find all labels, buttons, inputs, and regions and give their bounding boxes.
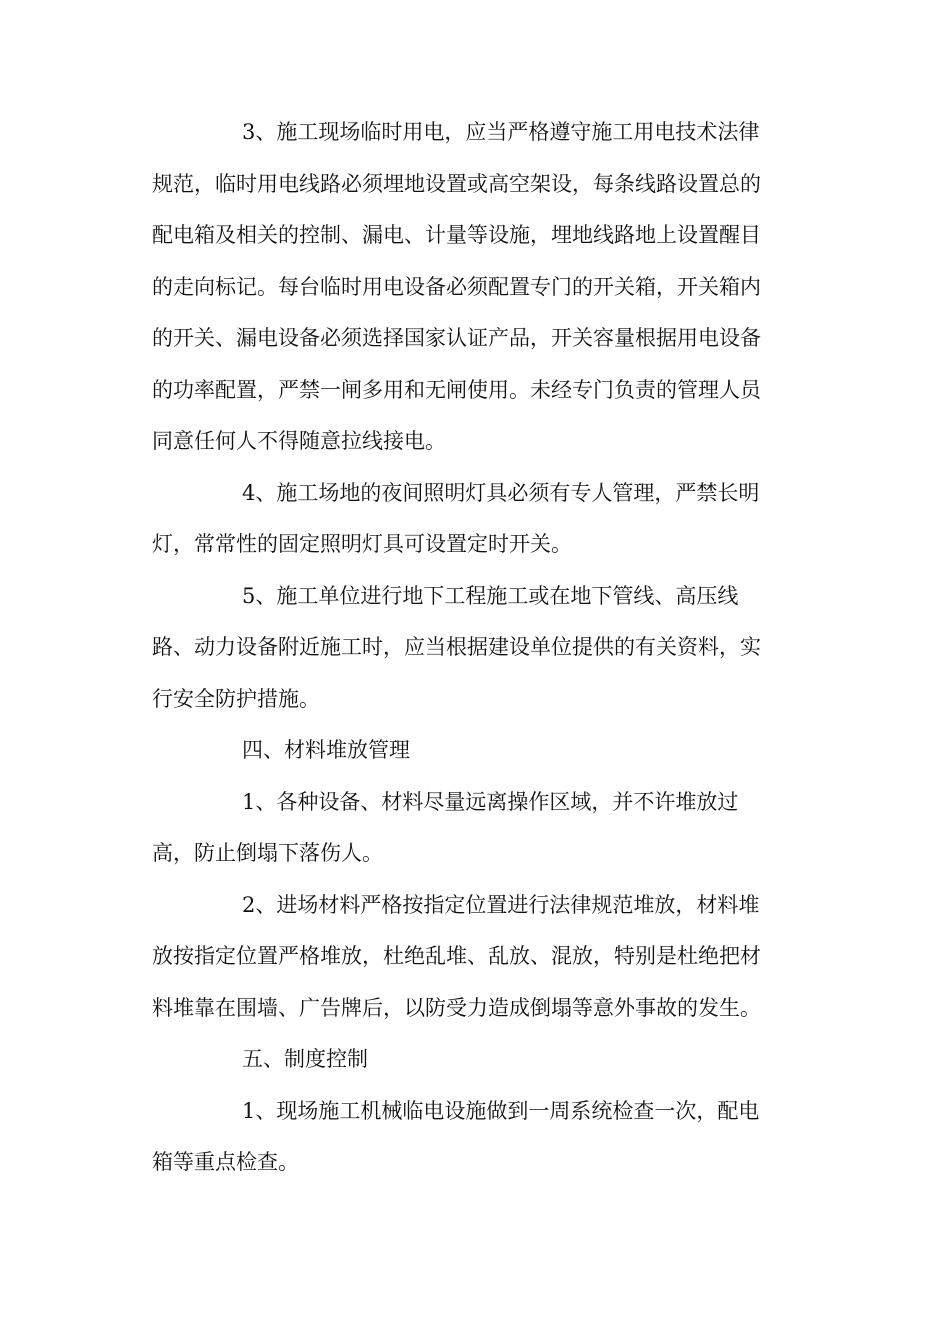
section-heading: 五、制度控制 — [242, 1047, 368, 1071]
text-line: 1、现场施工机械临电设施做到一周系统检查一次，配电 — [242, 1098, 760, 1123]
text-line: 2、进场材料严格按指定位置进行法律规范堆放，材料堆 — [242, 892, 760, 917]
text-line: 的走向标记。每台临时用电设备必须配置专门的开关箱，开关箱内 — [152, 274, 761, 299]
text-line: 3、施工现场临时用电，应当严格遵守施工用电技术法律 — [242, 120, 760, 144]
text-line: 行安全防护措施。 — [152, 686, 320, 711]
text-line: 料堆靠在围墙、广告牌后，以防受力造成倒塌等意外事故的发生。 — [152, 995, 761, 1020]
text-line: 5、施工单位进行地下工程施工或在地下管线、高压线 — [242, 583, 739, 608]
text-line: 同意任何人不得随意拉线接电。 — [152, 429, 446, 453]
text-line: 1、各种设备、材料尽量远离操作区域，并不许堆放过 — [242, 789, 739, 814]
text-line: 配电箱及相关的控制、漏电、计量等设施，埋地线路地上设置醒目 — [152, 223, 761, 247]
text-line: 的开关、漏电设备必须选择国家认证产品，开关容量根据用电设备 — [152, 326, 761, 350]
text-line: 4、施工场地的夜间照明灯具必须有专人管理，严禁长明 — [242, 480, 760, 505]
text-line: 灯，常常性的固定照明灯具可设置定时开关。 — [152, 532, 572, 556]
text-line: 路、动力设备附近施工时，应当根据建设单位提供的有关资料，实 — [152, 635, 761, 659]
text-line: 放按指定位置严格堆放，杜绝乱堆、乱放、混放，特别是杜绝把材 — [152, 944, 761, 968]
text-line: 高，防止倒塌下落伤人。 — [152, 841, 383, 865]
text-line: 的功率配置，严禁一闸多用和无闸使用。未经专门负责的管理人员 — [152, 377, 761, 402]
text-line: 箱等重点检查。 — [152, 1150, 299, 1174]
document-body — [152, 107, 802, 1189]
section-heading: 四、材料堆放管理 — [242, 738, 410, 762]
text-line: 规范，临时用电线路必须埋地设置或高空架设，每条线路设置总的 — [152, 171, 761, 196]
